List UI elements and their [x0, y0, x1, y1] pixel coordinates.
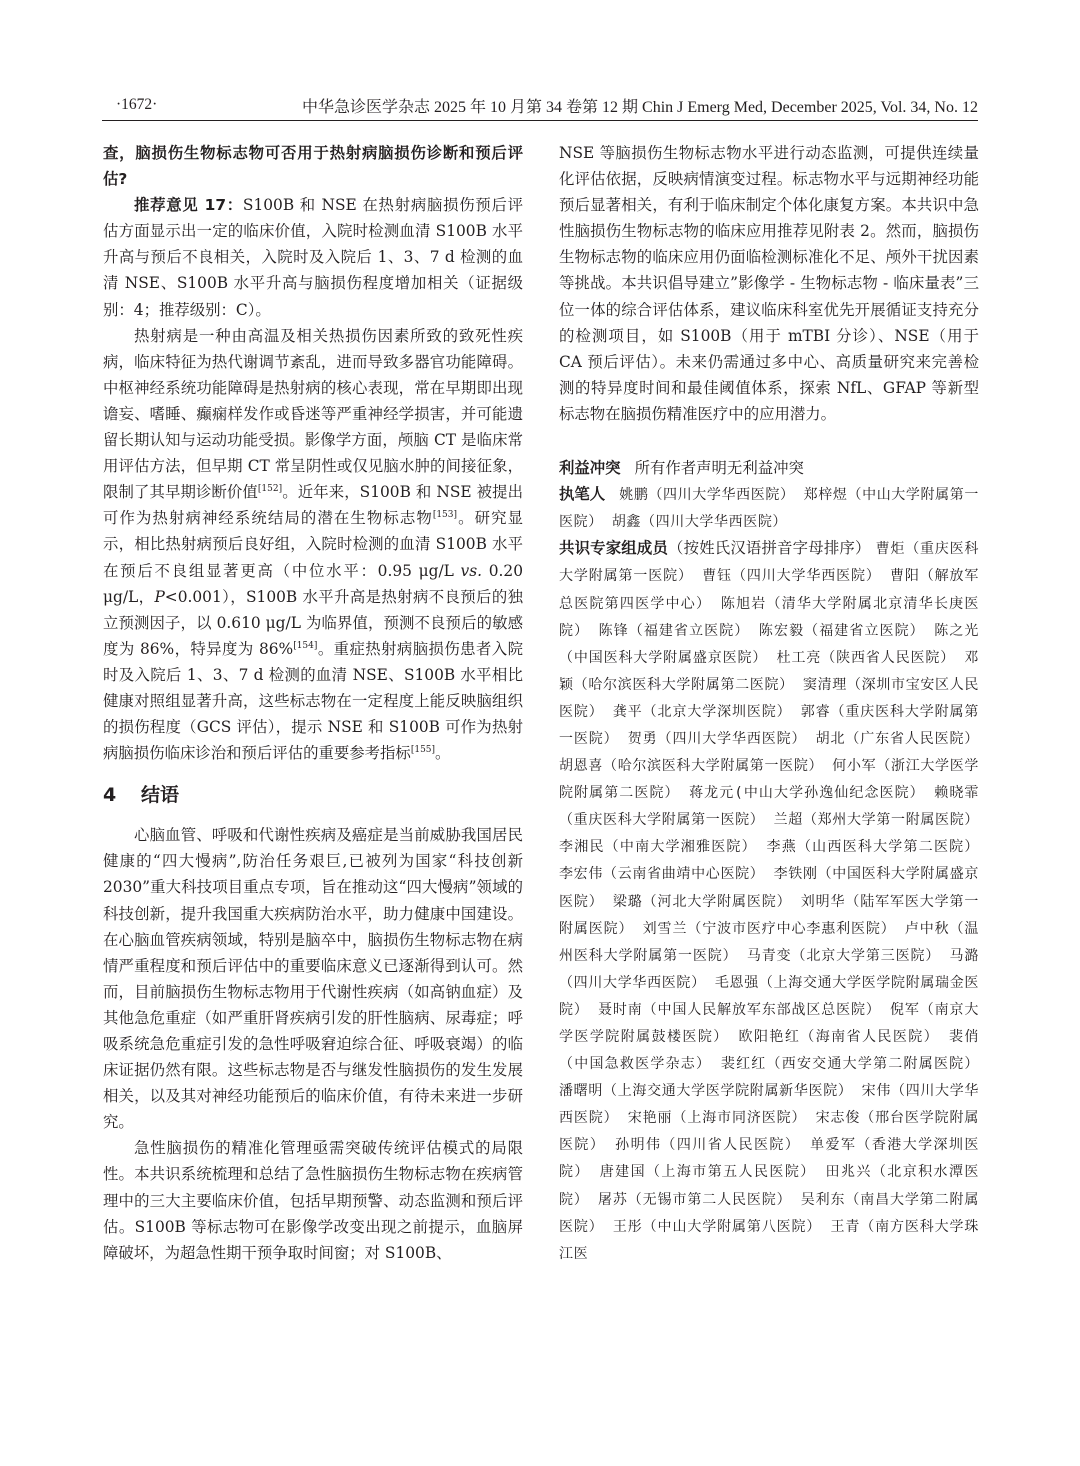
text-run: <0.001），S100B 水平升高是热射病不良预后的独立预测因子，以 0.610 μg/L 为临界值，预测不良预后的敏感度为 86%，特异度为 86% [103, 587, 523, 658]
left-column [103, 140, 523, 1266]
text-run: 。 [435, 744, 451, 763]
paragraph-continued: NSE 等脑损伤生物标志物水平进行动态监测，可提供连续量化评估依据，反映病情演变过程。标志物水平与远期神经功能预后显著相关，有利于临床制定个体化康复方案。本共识中急性脑损伤生物标志物的临床应用推荐见附表 2。然而，脑损伤生物标志物的临床应用仍面临检测标准化不足、颅外干扰因素等挑战。本共识倡导建立”影像学 - 生物标志物 - 临床量表”三位一体的综合评估体系，建议临床科室优先开展循证支持充分的检测项目，如 S100B（用于 mTBI 分诊）、NSE（用于 CA 预后评估）。未来仍需通过多中心、高质量研究来完善检测的特异度时间和最佳阈值体系，探索 NfL、GFAP 等新型标志物在脑损伤精准医疗中的应用潜力。 [559, 144, 979, 423]
text-run: 。重症热射病脑损伤患者入院时及入院后 1、3、7 d 检测的血清 NSE、S100B 水平相比健康对照组显著升高，这些标志物在一定程度上能反映脑组织的损伤程度（GCS 评估），提示 NSE 和 S100B 可作为热射病脑损伤临床诊治和预后评估的重要参考指标 [103, 639, 523, 763]
section-number: 4 [103, 784, 117, 807]
recommendation-17 [103, 192, 523, 322]
paragraph-conclusion-1: 心脑血管、呼吸和代谢性疾病及癌症是当前威胁我国居民健康的“四大慢病”,防治任务艰巨,已被列为国家“科技创新 2030”重大科技项目重点专项，旨在推动这“四大慢病”领域的科技创新，提升我国重大疾病防治水平，助力健康中国建设。在心脑血管疾病领域，特别是脑卒中，脑损伤生物标志物在病情严重程度和预后评估中的重要临床意义已逐渐得到认可。然而，目前脑损伤生物标志物用于代谢性疾病（如高钠血症）及其他急危重症（如严重肝肾疾病引发的肝性脑病、尿毒症；呼吸系统急危重症引发的急性呼吸窘迫综合征、呼吸衰竭）的临床证据仍然有限。这些标志物是否与继发性脑损伤的发生发展相关，以及其对神经功能预后的临床价值，有待未来进一步研究。 [103, 826, 523, 1132]
citation-155: [155] [410, 745, 436, 756]
paragraph-conclusion-2: 急性脑损伤的精准化管理亟需突破传统评估模式的局限性。本共识系统梳理和总结了急性脑损伤生物标志物在疾病管理中的三大主要临床价值，包括早期预警、动态监测和预后评估。S100B 等标志物可在影像学改变出现之前提示，血脑屏障破坏，为超急性期干预争取时间窗；对 S100B、 [103, 1139, 523, 1262]
text-run: 0.20 μg/L， [103, 561, 523, 606]
text-run: 热射病是一种由高温及相关热损伤因素所致的致死性疾病，临床特征为热代谢调节紊乱，进而导致多器官功能障碍。中枢神经系统功能障碍是热射病的核心表现，常在早期即出现谵妄、嗜睡、癫痫样发作或昏迷等严重神经学损害，并可能遗留长期认知与运动功能受损。影像学方面，颅脑 CT 是临床常用评估方法，但早期 CT 常呈阴性或仅见脑水肿的间接征象，限制了其早期诊断价值 [103, 326, 523, 502]
text-run: 。近年来，S100B 和 NSE 被提出可作为热射病神经系统结局的潜在生物标志物 [103, 483, 523, 528]
text-run: 。研究显示，相比热射病预后良好组，入院时检测的血清 S100B 水平在预后不良组显著更高（中位水平：0.95 μg/L [103, 509, 523, 580]
question-heading: 查，脑损伤生物标志物可否用于热射病脑损伤诊断和预后评估? [103, 144, 523, 189]
conflict-of-interest [559, 455, 979, 481]
recommendation-text: S100B 和 NSE 在热射病脑损伤预后评估方面显示出一定的临床价值，入院时检测血清 S100B 水平升高与预后不良相关，入院时及入院后 1、3、7 d 检测的血清 NSE、S100B 水平升高与脑损伤程度增加相关（证据级别：4；推荐级别：C）。 [103, 196, 523, 319]
running-header [102, 94, 978, 121]
experts-list: 曹炬（重庆医科大学附属第一医院） 曹钰（四川大学华西医院） 曹阳（解放军总医院第四医学中心） 陈旭岩（清华大学附属北京清华长庚医院） 陈锋（福建省立医院） 陈宏毅（福建省立医院） 陈之光（中国医科大学附属盛京医院） 杜工亮（陕西省人民医院） 邓颖（哈尔滨医科大学附属第二医院） 窦清理（深圳市宝安区人民医院） 龚平（北京大学深圳医院） 郭睿（重庆医科大学附属第一医院） 贺勇（四川大学华西医院） 胡北（广东省人民医院） 胡恩喜（哈尔滨医科大学附属第一医院） 何小军（浙江大学医学院附属第二医院） 蒋龙元(中山大学孙逸仙纪念医院） 赖晓霏（重庆医科大学附属第一医院） 兰超（郑州大学第一附属医院） 李湘民（中南大学湘雅医院） 李燕（山西医科大学第二医院） 李宏伟（云南省曲靖中心医院） 李铁刚（中国医科大学附属盛京医院） 梁璐（河北大学附属医院） 刘明华（陆军军医大学第一附属医院） 刘雪兰（宁波市医疗中心李惠利医院） 卢中秋（温州医科大学附属第一医院） 马青变（北京大学第三医院） 马潞（四川大学华西医院） 毛恩强（上海交通大学医学院附属瑞金医院） 聂时南（中国人民解放军东部战区总医院） 倪军（南京大学医学院附属鼓楼医院） 欧阳艳红（海南省人民医院） 裴俏（中国急救医学杂志） 裴红红（西安交通大学第二附属医院） 潘曙明（上海交通大学医学院附属新华医院） 宋伟（四川大学华西医院） 宋艳丽（上海市同济医院） 宋志俊（邢台医学院附属医院） 孙明伟（四川省人民医院） 单爱军（香港大学深圳医院） 唐建国（上海市第五人民医院） 田兆兴（北京积水潭医院） 屠苏（无锡市第二人民医院） 吴利东（南昌大学第二附属医院） 王彤（中山大学附属第八医院） 王青（南方医科大学珠江医 [559, 541, 979, 1262]
recommendation-label: 推荐意见 17： [134, 196, 243, 215]
conflict-text: 所有作者声明无利益冲突 [634, 459, 804, 478]
page-number: ·1672· [116, 96, 158, 113]
citation-152: [152] [257, 484, 283, 495]
section-heading [103, 780, 523, 810]
text-run-italic: P [154, 587, 165, 606]
experts-label: 共识专家组成员 [559, 539, 669, 558]
writers [559, 481, 979, 535]
conflict-label: 利益冲突 [559, 459, 621, 478]
expert-group [559, 535, 979, 1267]
citation-153: [153] [432, 510, 458, 521]
section-title: 结语 [141, 784, 180, 807]
experts-order-note: （按姓氏汉语拼音字母排序） [668, 539, 871, 558]
paragraph-heatstroke [103, 323, 523, 767]
citation-154: [154] [293, 640, 318, 651]
right-column [559, 140, 979, 1267]
journal-citation: 中华急诊医学杂志 2025 年 10 月第 34 卷第 12 期 Chin J Emerg Med, December 2025, Vol. 34, No. 12 [302, 99, 978, 116]
writers-label: 执笔人 [559, 485, 606, 504]
text-run-italic: vs. [460, 561, 483, 580]
writers-list: 姚鹏（四川大学华西医院） 郑梓煜（中山大学附属第一医院） 胡鑫（四川大学华西医院） [559, 487, 979, 531]
